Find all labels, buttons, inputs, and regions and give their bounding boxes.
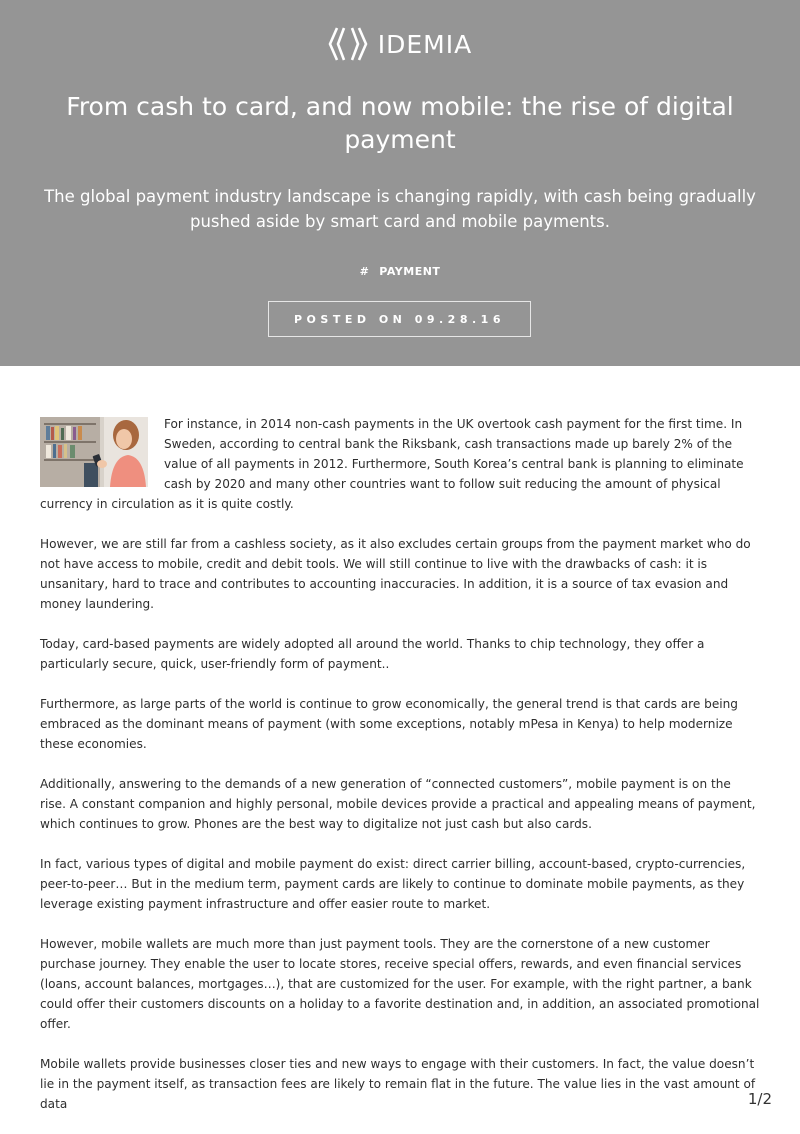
- page-title: From cash to card, and now mobile: the rise of digital payment: [66, 92, 734, 154]
- photo-illustration: [40, 417, 148, 487]
- article-paragraph: Additionally, answering to the demands of a new generation of “connected customers”, mobile payment is on the rise. A constant companion and highly personal, mobile devices provide a practical and appealing means of payment, which continues to grow. Phones are the best way to digitalize not just cash but also cards.: [40, 777, 756, 831]
- category-tag[interactable]: [0, 265, 800, 278]
- article-paragraph: Today, card-based payments are widely adopted all around the world. Thanks to chip technology, they offer a particularly secure, quick, user-friendly form of payment..: [40, 637, 705, 671]
- article-paragraph: However, we are still far from a cashless society, as it also excludes certain groups from the payment market who do not have access to mobile, credit and debit tools. We will still continue to live with the drawbacks of cash: it is unsanitary, hard to trace and contributes to accounting inaccuracies. In addition, it is a source of tax evasion and money laundering.: [40, 537, 751, 611]
- category-tag-label: PAYMENT: [379, 265, 441, 278]
- page-subtitle: The global payment industry landscape is changing rapidly, with cash being gradually pushed aside by smart card and mobile payments.: [44, 187, 756, 231]
- logo-text: IDEMIA: [377, 29, 473, 59]
- article-paragraph: In fact, various types of digital and mobile payment do exist: direct carrier billing, account-based, crypto-currencies, peer-to-peer… But in the medium term, payment cards are likely to continue to dominate mobile payments, as they leverage existing payment infrastructure and offer easier route to market.: [40, 857, 746, 911]
- idemia-logo-icon: [328, 24, 368, 64]
- article-body: [40, 414, 760, 1134]
- article-paragraph: However, mobile wallets are much more than just payment tools. They are the cornerstone of a new customer purchase journey. They enable the user to locate stores, receive special offers, rewards, and even financial services (loans, account balances, mortgages…), that are customized for the user. For example, with the right partner, a bank could offer their customers discounts on a holiday to a favorite destination and, in addition, an associated promotional offer.: [40, 937, 760, 1031]
- page-number: 1/2: [747, 1090, 772, 1108]
- article-paragraph: For instance, in 2014 non-cash payments in the UK overtook cash payment for the first time. In Sweden, according to central bank the Riksbank, cash transactions made up barely 2% of the value of all payments in 2012. Furthermore, South Korea’s central bank is planning to eliminate cash by 2020 and many other countries want to follow suit reducing the amount of physical currency in circulation as it is quite costly.: [40, 417, 744, 511]
- posted-date-box: POSTED ON 09.28.16: [268, 301, 531, 337]
- logo[interactable]: [0, 24, 800, 64]
- woman-with-phone-photo: [40, 417, 148, 487]
- hash-icon: #: [359, 265, 370, 278]
- article-paragraph: Mobile wallets provide businesses closer ties and new ways to engage with their customers. In fact, the value doesn’t lie in the payment itself, as transaction fees are likely to remain flat in the future. The value lies in the vast amount of data: [40, 1057, 756, 1111]
- header-banner: [0, 0, 800, 366]
- article-paragraph: Furthermore, as large parts of the world is continue to grow economically, the general trend is that cards are being embraced as the dominant means of payment (with some exceptions, notably mPesa in Kenya) to help modernize these economies.: [40, 697, 738, 751]
